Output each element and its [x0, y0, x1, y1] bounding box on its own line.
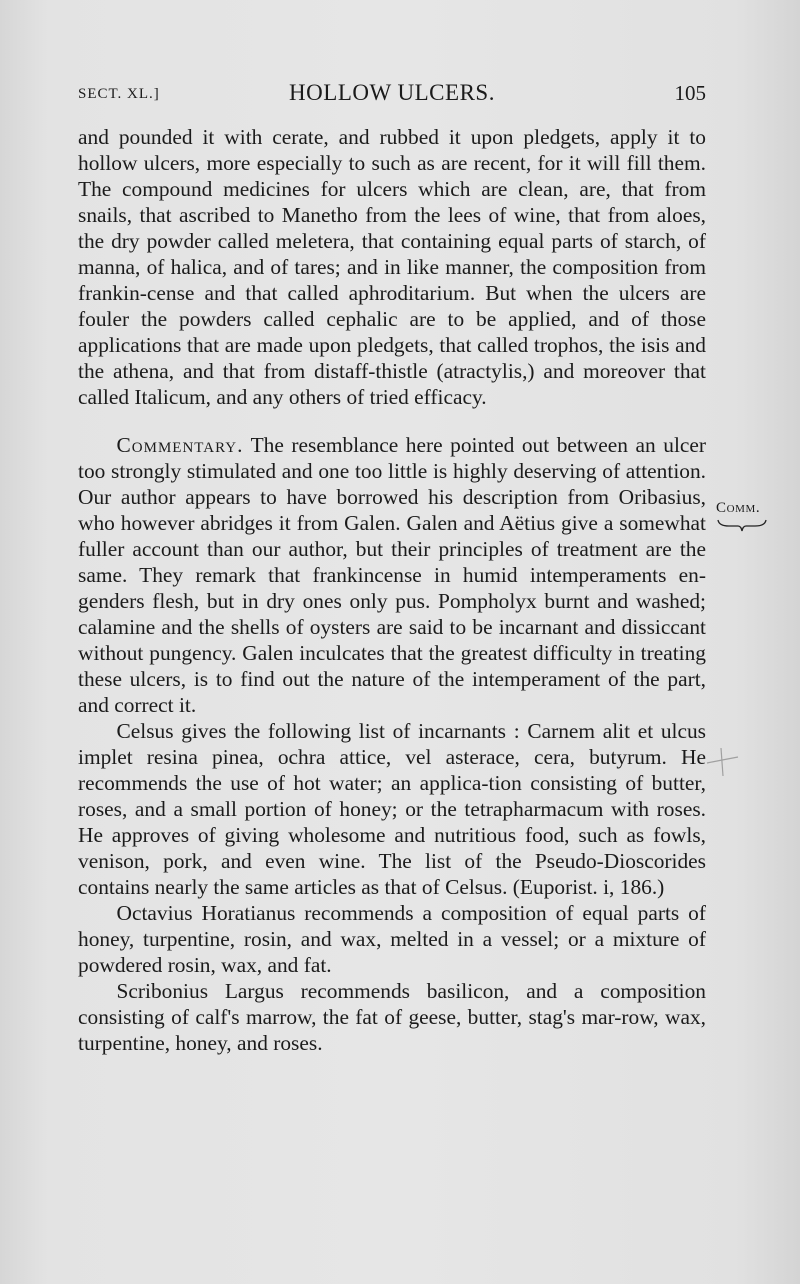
running-header	[78, 80, 706, 110]
margin-brace-icon	[717, 518, 767, 532]
section-reference: SECT. XL.]	[78, 86, 160, 102]
main-text	[78, 124, 706, 1056]
margin-note: Comm.	[716, 500, 761, 516]
page-number: 105	[674, 81, 706, 105]
paragraph-1: and pounded it with cerate, and rubbed it upon pledgets, apply it to hollow ulcers, more especially to such as are recent, for it will fill them. The compound medicines for ulcers which are clean, are, that from snails, that ascribed to Manetho from the lees of wine, that from aloes, the dry powder called meletera, that containing equal parts of starch, of manna, of halica, and of tares; and in like manner, the composition from frankin-cense and that called aphroditarium. But when the ulcers are fouler the powders called cephalic are to be applied, and of those applications that are made upon pledgets, that called trophos, the isis and the athena, and that from distaff-thistle (atractylis,) and moreover that called Italicum, and any others of tried efficacy.	[78, 125, 706, 409]
paragraph-octavius: Octavius Horatianus recommends a composition of equal parts of honey, turpentine, rosin, and wax, melted in a vessel; or a mixture of powdered rosin, wax, and fat.	[78, 901, 706, 977]
page-title: HOLLOW ULCERS.	[289, 80, 495, 105]
commentary-label: Commentary.	[116, 433, 244, 457]
commentary-text: The resemblance here pointed out between an ulcer too strongly stimulated and one too little is highly deserving of attention. Our author appears to have borrowed his description from Oribasius, who however abridges it from Galen. Galen and Aëtius give a somewhat fuller account than our author, but their principles of treatment are the same. They remark that frankincense in humid intemperaments en-genders flesh, but in dry ones only pus. Pompholyx burnt and washed; calamine and the shells of oysters are said to be incarnant and dissiccant without pungency. Galen inculcates that the greatest difficulty in treating these ulcers, is to find out the nature of the intemperament of the part, and correct it.	[78, 433, 706, 717]
paragraph-scribonius: Scribonius Largus recommends basilicon, and a composition consisting of calf's marrow, the fat of geese, butter, stag's mar-row, wax, turpentine, honey, and roses.	[78, 979, 706, 1055]
paragraph-celsus: Celsus gives the following list of incarnants : Carnem alit et ulcus implet resina pinea, ochra attice, vel asterace, cera, butyrum. He recommends the use of hot water; an applica-tion consisting of butter, roses, and a small portion of honey; or the tetrapharmacum with roses. He approves of giving wholesome and nutritious food, such as fowls, venison, pork, and even wine. The list of the Pseudo-Dioscorides contains nearly the same articles as that of Celsus. (Euporist. i, 186.)	[78, 719, 706, 899]
pencil-cross-mark-icon	[704, 744, 740, 780]
commentary-paragraph	[78, 432, 706, 718]
